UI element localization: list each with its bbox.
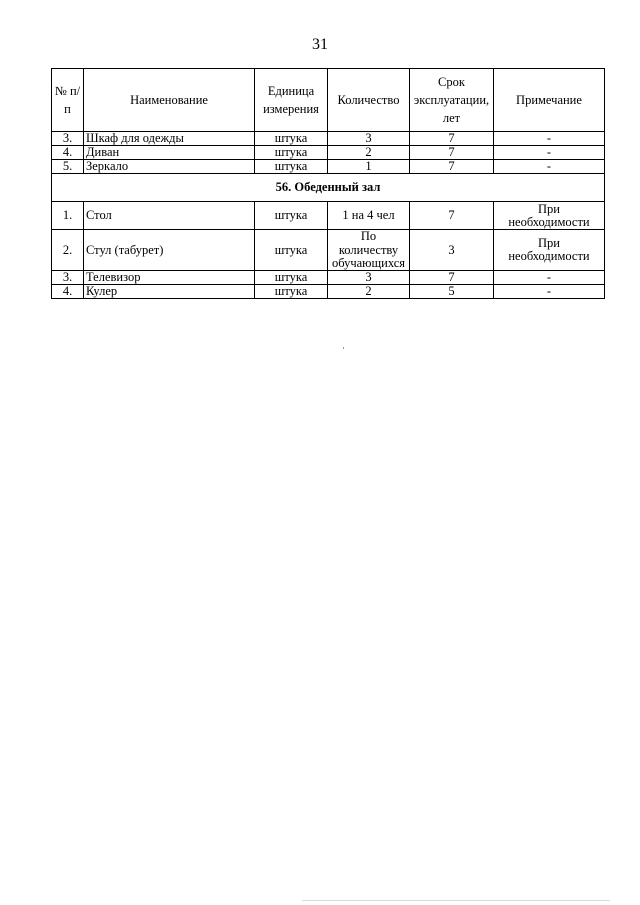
cell-term: 3 <box>410 230 494 270</box>
cell-note: - <box>494 160 605 174</box>
cell-quantity: 1 на 4 чел <box>328 202 410 230</box>
cell-num: 5. <box>52 160 84 174</box>
table-header-row <box>52 69 605 132</box>
table-row <box>52 284 605 298</box>
section-row <box>52 174 605 202</box>
cell-name: Кулер <box>84 284 255 298</box>
table-row <box>52 270 605 284</box>
cell-term: 7 <box>410 202 494 230</box>
cell-num: 1. <box>52 202 84 230</box>
table-row <box>52 146 605 160</box>
header-note: Примечание <box>494 69 605 132</box>
cell-unit: штука <box>255 284 328 298</box>
cell-name: Шкаф для одежды <box>84 132 255 146</box>
cell-note: При необходимости <box>494 202 605 230</box>
cell-quantity: 1 <box>328 160 410 174</box>
cell-note: - <box>494 146 605 160</box>
header-quantity: Количество <box>328 69 410 132</box>
cell-unit: штука <box>255 160 328 174</box>
cell-name: Диван <box>84 146 255 160</box>
cell-unit: штука <box>255 230 328 270</box>
cell-name: Стул (табурет) <box>84 230 255 270</box>
cell-quantity: 3 <box>328 270 410 284</box>
cell-quantity: 2 <box>328 284 410 298</box>
section-title: 56. Обеденный зал <box>52 174 605 202</box>
scan-edge-line <box>302 900 610 901</box>
cell-unit: штука <box>255 202 328 230</box>
cell-num: 4. <box>52 146 84 160</box>
table-row <box>52 202 605 230</box>
cell-name: Стол <box>84 202 255 230</box>
header-term: Срок эксплуатации, лет <box>410 69 494 132</box>
cell-note: - <box>494 132 605 146</box>
cell-note: При необходимости <box>494 230 605 270</box>
cell-term: 7 <box>410 132 494 146</box>
cell-name: Телевизор <box>84 270 255 284</box>
cell-note: - <box>494 270 605 284</box>
cell-term: 7 <box>410 270 494 284</box>
cell-unit: штука <box>255 132 328 146</box>
cell-quantity: 3 <box>328 132 410 146</box>
cell-num: 3. <box>52 132 84 146</box>
cell-num: 2. <box>52 230 84 270</box>
inventory-table <box>51 68 605 299</box>
scan-speck <box>343 347 344 349</box>
cell-term: 7 <box>410 160 494 174</box>
cell-num: 4. <box>52 284 84 298</box>
cell-quantity: По количеству обучающихся <box>328 230 410 270</box>
cell-note: - <box>494 284 605 298</box>
header-num: № п/п <box>52 69 84 132</box>
header-name: Наименование <box>84 69 255 132</box>
table-row <box>52 132 605 146</box>
cell-term: 5 <box>410 284 494 298</box>
header-unit: Единица измерения <box>255 69 328 132</box>
cell-num: 3. <box>52 270 84 284</box>
cell-unit: штука <box>255 270 328 284</box>
cell-name: Зеркало <box>84 160 255 174</box>
table-row <box>52 160 605 174</box>
table-row <box>52 230 605 270</box>
cell-quantity: 2 <box>328 146 410 160</box>
cell-unit: штука <box>255 146 328 160</box>
page-number: 31 <box>312 36 328 53</box>
cell-term: 7 <box>410 146 494 160</box>
